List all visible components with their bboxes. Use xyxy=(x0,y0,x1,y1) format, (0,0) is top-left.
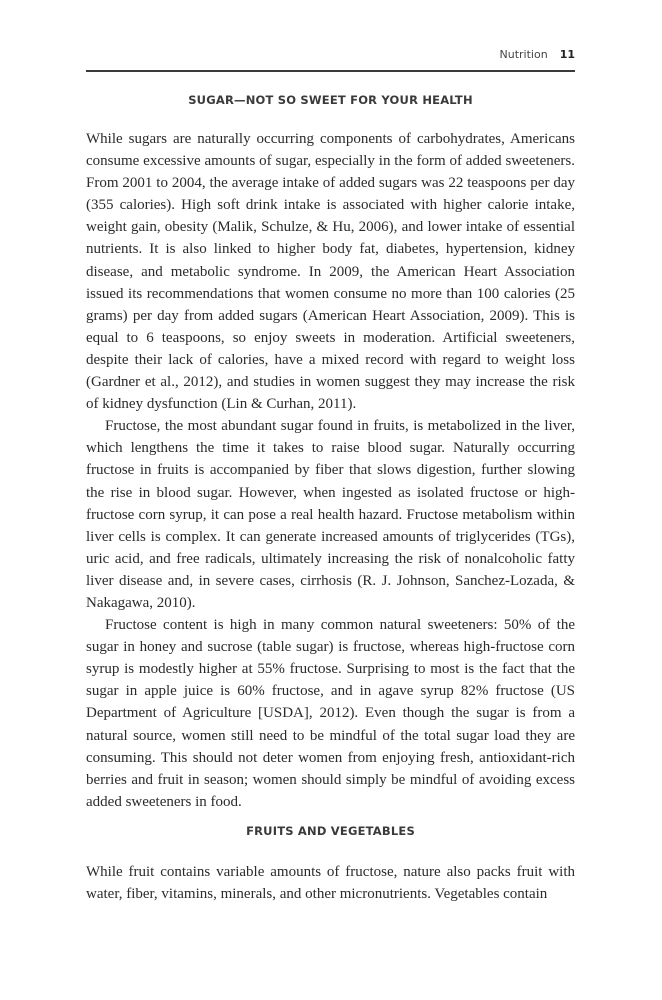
paragraph: While fruit contains variable amounts of fructose, nature also packs fruit with water, fiber, vitamins, minerals, and other micronutrients. Vegetables contain xyxy=(86,864,575,903)
page-number: 11 xyxy=(559,48,575,61)
running-head xyxy=(86,48,575,62)
section-body-sugar xyxy=(86,128,575,813)
paragraph: Fructose, the most abundant sugar found in fruits, is metabolized in the liver, which lengthens the time it takes to raise blood sugar. Naturally occurring fructose in fruits is accompanied by fiber that slows digestion, further slowing the rise in blood sugar. However, when ingested as isolated fructose or high-fructose corn syrup, it can pose a real health hazard. Fructose metabolism within liver cells is complex. It can generate increased amounts of triglycerides (TGs), uric acid, and free radicals, ultimately increasing the risk of nonalcoholic fatty liver disease and, in severe cases, cirrhosis (R. J. Johnson, Sanchez-Lozada, & Nakagawa, 2010). xyxy=(86,418,575,611)
section-heading-sugar: SUGAR—NOT SO SWEET FOR YOUR HEALTH xyxy=(188,93,473,107)
paragraph: Fructose content is high in many common natural sweeteners: 50% of the sugar in honey and sucrose (table sugar) is fructose, whereas high-fructose corn syrup is modestly higher at 55% fructose. Surprising to most is the fact that the sugar in apple juice is 60% fructose, and in agave syrup 82% fructose (US Department of Agriculture [USDA], 2012). Even though the sugar is from a natural source, women still need to be mindful of the total sugar load they are consuming. This should not deter women from enjoying fresh, antioxidant-rich berries and fruit in season; women should simply be mindful of avoiding excess added sweeteners in food. xyxy=(86,617,575,810)
section-body-fruits-vegetables xyxy=(86,861,575,905)
paragraph: While sugars are naturally occurring components of carbohydrates, Americans consume excessive amounts of sugar, especially in the form of added sweeteners. From 2001 to 2004, the average intake of added sugars was 22 teaspoons per day (355 calories). High soft drink intake is associated with higher calorie intake, weight gain, obesity (Malik, Schulze, & Hu, 2006), and lower intake of essential nutrients. It is also linked to higher body fat, diabetes, hypertension, kidney disease, and metabolic syndrome. In 2009, the American Heart Association issued its recommendations that women consume no more than 100 calories (25 grams) per day from added sugars (American Heart Association, 2009). This is equal to 6 teaspoons, so enjoy sweets in moderation. Artificial sweeteners, despite their lack of calories, have a mixed record with regard to weight loss (Gardner et al., 2012), and studies in women suggest they may increase the risk of kidney dysfunction (Lin & Curhan, 2011). xyxy=(86,131,575,413)
section-heading-fruits-vegetables: FRUITS AND VEGETABLES xyxy=(246,824,415,838)
running-head-section: Nutrition xyxy=(499,48,548,61)
header-rule xyxy=(86,70,575,72)
